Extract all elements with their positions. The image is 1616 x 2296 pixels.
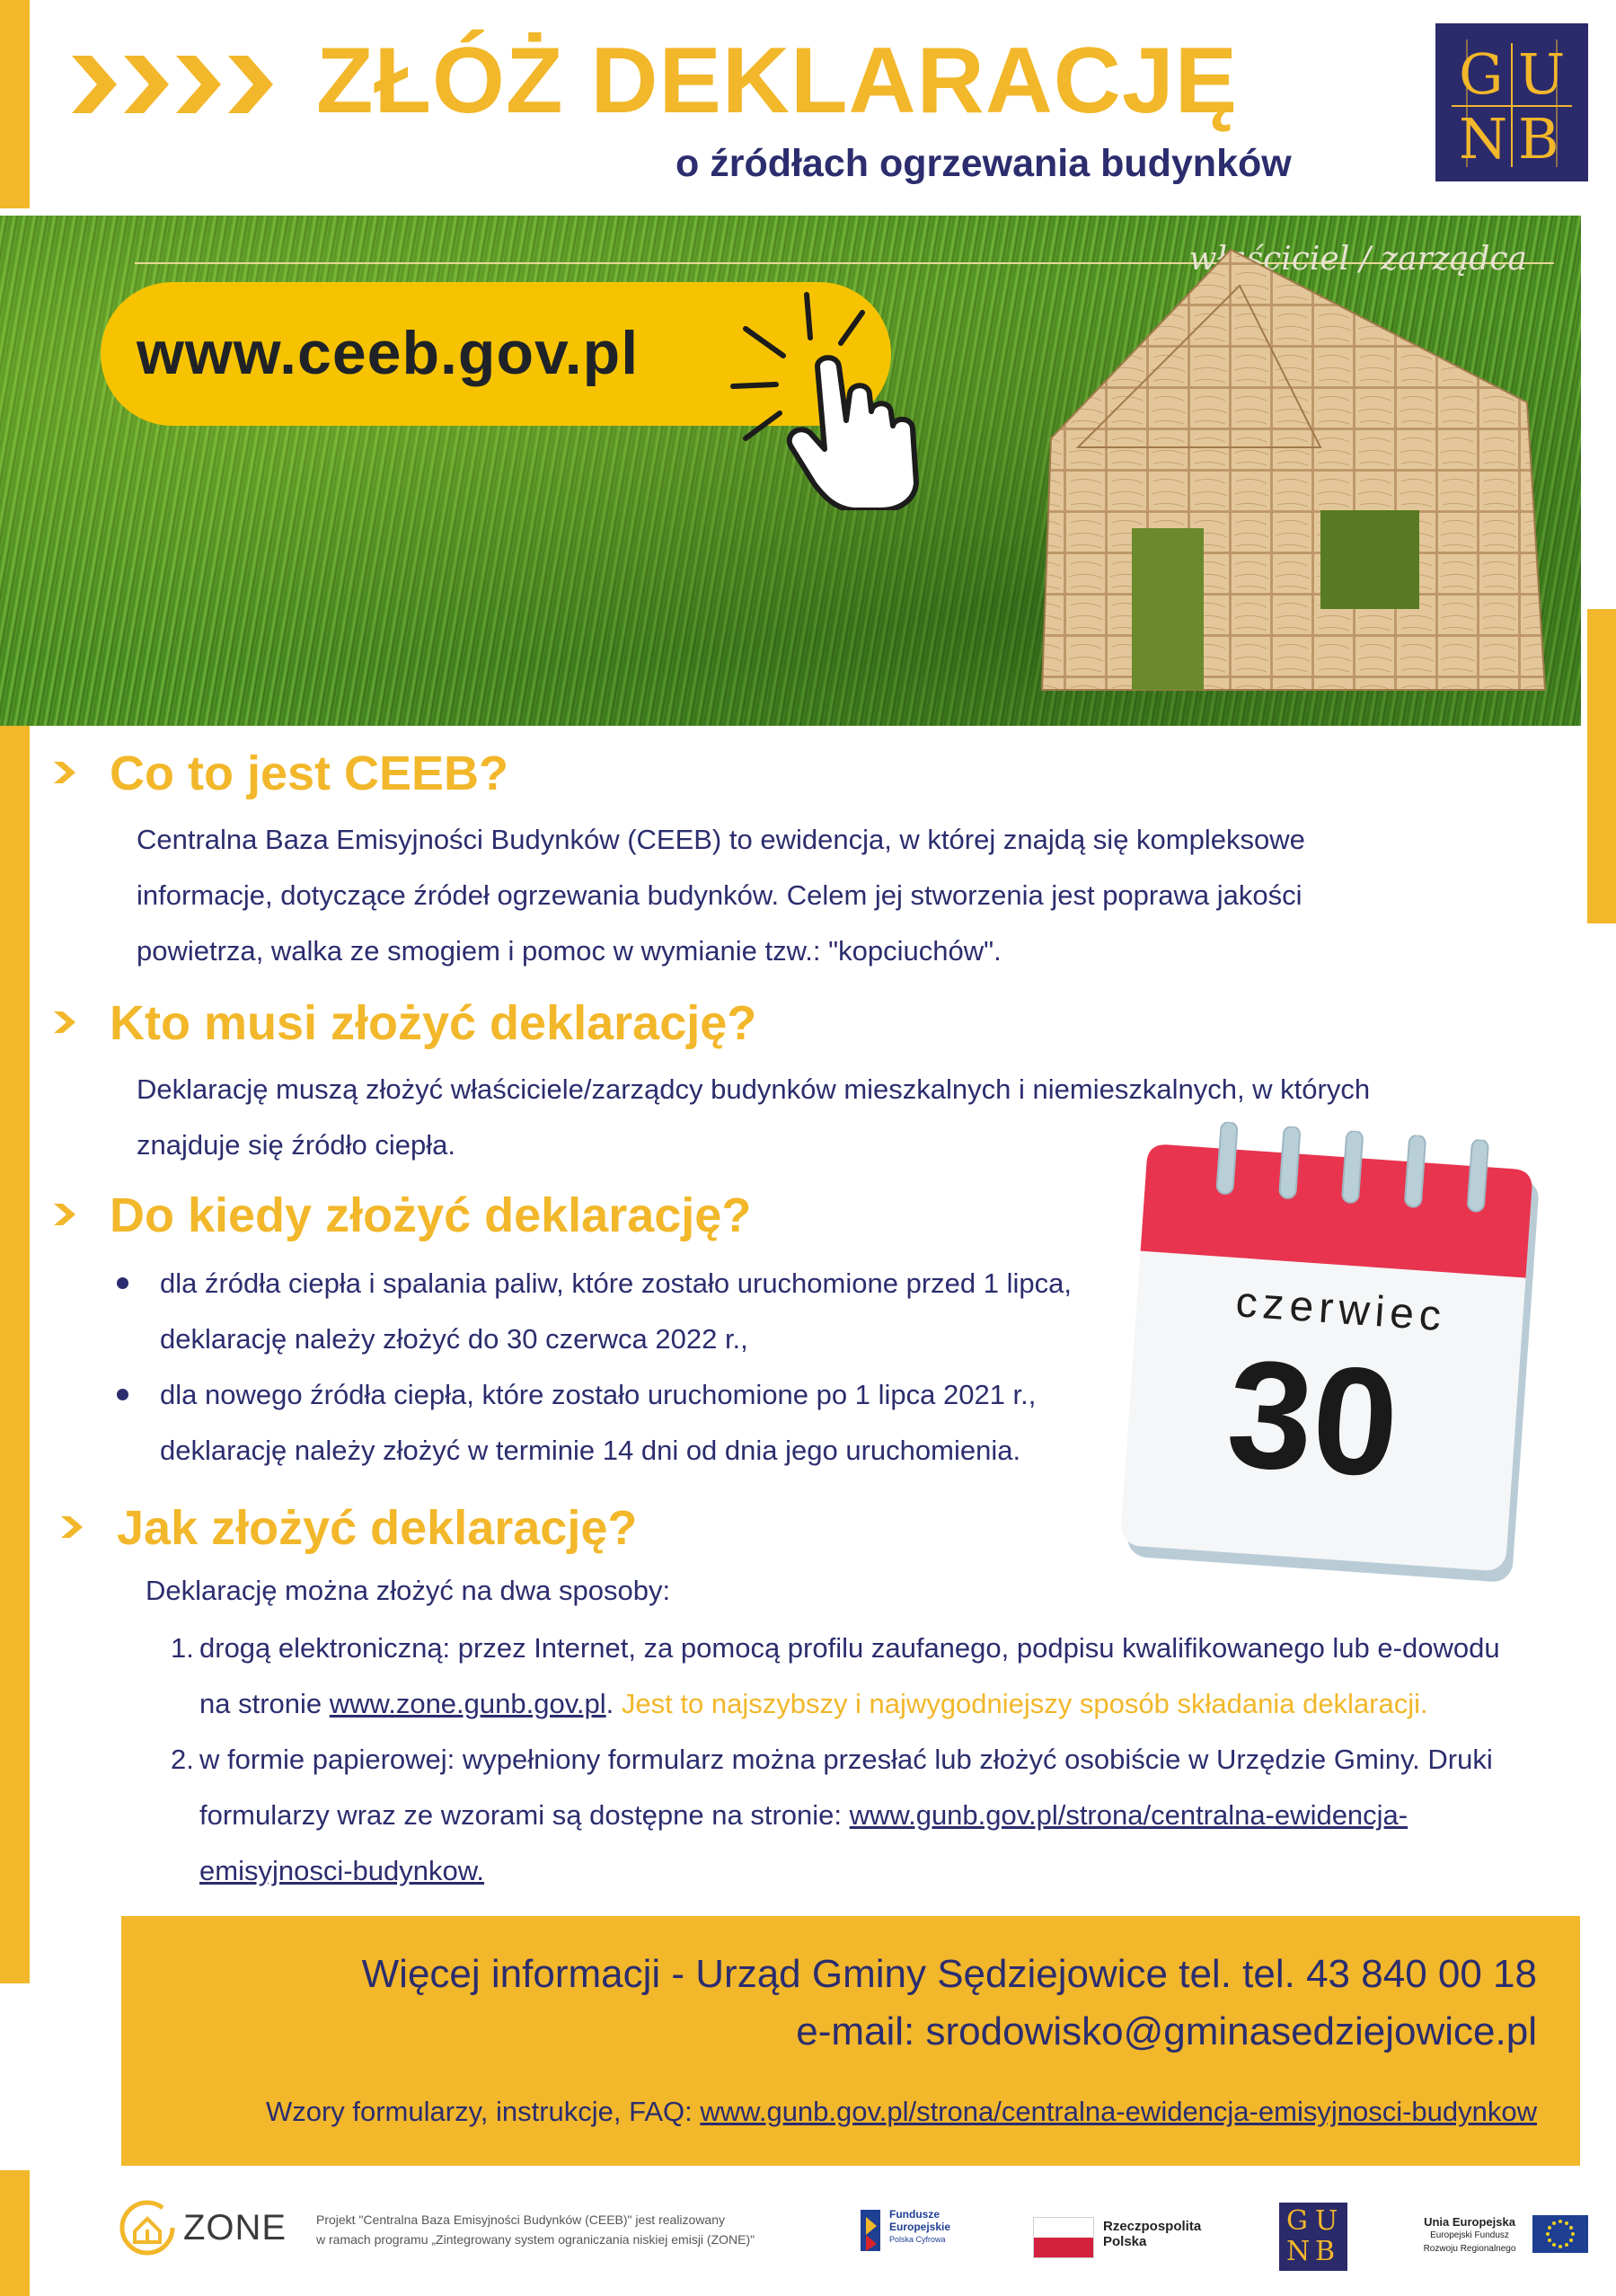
poland-flag-icon	[1033, 2217, 1094, 2258]
calendar-month: czerwiec	[1233, 1278, 1448, 1341]
pointer-click-icon	[728, 286, 970, 510]
footer-gunb-n: N	[1286, 2236, 1311, 2267]
gunb-logo	[1435, 23, 1588, 181]
gunb-letter-b: B	[1518, 106, 1559, 172]
what-line-3a: powietrza	[137, 935, 256, 967]
bullet-dot	[117, 1389, 128, 1400]
how-i2-line-2a: formularzy wraz ze wzorami są dostępne na stronie:	[199, 1799, 850, 1831]
heading-what-is-ceeb: Co to jest CEEB?	[110, 746, 509, 800]
ceeb-url-text[interactable]: www.ceeb.gov.pl	[137, 319, 640, 387]
heading-deadline: Do kiedy złożyć deklarację?	[110, 1188, 752, 1242]
left-accent-bar-mid	[0, 726, 30, 1983]
eu-flag-icon	[1532, 2215, 1588, 2253]
deadline-b2-line-1: dla nowego źródła ciepła, które zostało uruchomione po 1 lipca 2021 r.,	[160, 1379, 1037, 1410]
how-i2-line-3	[199, 1843, 1565, 1899]
owner-label: właściciel / zarządca	[1188, 241, 1527, 278]
how-i1-line-2	[199, 1676, 1565, 1732]
fundusze-europejskie-logo-icon	[857, 2208, 884, 2253]
left-accent-bar-top	[0, 0, 30, 208]
fe-line-2: Europejskie	[889, 2221, 951, 2233]
footer-gunb-b: B	[1315, 2236, 1336, 2267]
fastest-method-highlight: Jest to najszybszy i najwygodniejszy sposób składania deklaracji.	[621, 1688, 1428, 1719]
left-accent-bar-bottom	[0, 2170, 30, 2296]
how-i2-line-1: w formie papierowej: wypełniony formularz można przesłać lub złożyć osobiście w Urzędzie Gminy. Druki	[199, 1744, 1493, 1775]
heading-who-must: Kto musi złożyć deklarację?	[110, 996, 757, 1050]
fundusze-europejskie-label	[889, 2208, 950, 2246]
what-line-1: Centralna Baza Emisyjności Budynków (CEEB) to ewidencja, w której znajdą się kompleksowe	[137, 824, 1305, 855]
project-note-line-2: w ramach programu „Zintegrowany system ograniczania niskiej emisji (ZONE)"	[316, 2232, 755, 2247]
eu-line-3: Rozwoju Regionalnego	[1423, 2244, 1516, 2254]
deadline-b1-line-2: deklarację należy złożyć do 30 czerwca 2022 r.,	[160, 1323, 748, 1355]
fe-line-1: Fundusze	[889, 2208, 940, 2221]
contact-info-box	[121, 1916, 1580, 2166]
heading-how-to: Jak złożyć deklarację?	[117, 1501, 638, 1555]
gunb-letter-g: G	[1459, 41, 1504, 107]
footer-gunb-u: U	[1315, 2205, 1338, 2237]
how-item-2	[199, 1732, 1565, 1899]
deadline-bullet-1	[160, 1256, 1130, 1367]
chevrons-icon	[72, 56, 280, 113]
section-arrow-icon	[52, 1202, 77, 1227]
gunb-forms-link-part-1[interactable]: www.gunb.gov.pl/strona/centralna-ewidencja-	[849, 1799, 1408, 1831]
fe-line-3: Polska Cyfrowa	[889, 2235, 946, 2244]
deadline-b1-line-1: dla źródła ciepła i spalania paliw, które zostało uruchomione przed 1 lipca,	[160, 1267, 1072, 1299]
section-arrow-icon	[52, 760, 77, 785]
how-i2-line-2	[199, 1788, 1565, 1843]
gunb-letter-n: N	[1459, 106, 1508, 172]
forms-faq-link[interactable]: www.gunb.gov.pl/strona/centralna-ewidencja-emisyjnosci-budynkow	[700, 2096, 1537, 2127]
bullet-dot	[117, 1277, 128, 1289]
what-line-2a: informacje, dotyczące źródeł ogrzewania budynków. Celem jej stworzenia jest	[137, 879, 1103, 911]
how-item-2-number: 2.	[171, 1744, 194, 1775]
contact-phone-line: Więcej informacji - Urząd Gminy Sędziejowice tel. tel. 43 840 00 18	[361, 1952, 1537, 1996]
who-line-1: Deklarację muszą złożyć właściciele/zarządcy budynków mieszkalnych i niemieszkalnych, w których	[137, 1073, 1371, 1105]
wooden-house-illustration	[1024, 223, 1563, 726]
calendar-day: 30	[1222, 1328, 1404, 1510]
hero-banner	[0, 216, 1581, 726]
calendar-illustration	[1118, 1117, 1553, 1593]
zone-gunb-link[interactable]: www.zone.gunb.gov.pl	[329, 1688, 606, 1719]
rp-line-2: Polska	[1103, 2234, 1147, 2249]
how-i1-line-2b: .	[605, 1688, 622, 1719]
gunb-forms-link-part-2[interactable]: emisyjnosci-budynkow.	[199, 1855, 485, 1886]
section-arrow-icon	[52, 1010, 77, 1035]
zone-logo-text: ZONE	[183, 2208, 287, 2247]
footer-gunb-g: G	[1286, 2205, 1308, 2237]
forms-faq-line	[266, 2096, 1537, 2128]
who-line-2: znajduje się źródło ciepła.	[137, 1129, 455, 1161]
how-i1-line-1: drogą elektroniczną: przez Internet, za pomocą profilu zaufanego, podpisu kwalifikowanego lub e-dowodu	[199, 1632, 1500, 1664]
eu-fund-label	[1416, 2215, 1523, 2256]
rp-line-1: Rzeczpospolita	[1103, 2219, 1202, 2234]
forms-faq-label: Wzory formularzy, instrukcje, FAQ:	[265, 2096, 701, 2127]
page-subtitle: o źródłach ogrzewania budynków	[676, 142, 1292, 185]
how-item-1	[199, 1620, 1565, 1732]
what-line-2	[137, 868, 1484, 923]
zone-logo-icon	[119, 2199, 176, 2256]
how-i1-line-2a: na stronie	[199, 1688, 330, 1719]
how-intro: Deklarację można złożyć na dwa sposoby:	[146, 1575, 671, 1606]
rzeczpospolita-label	[1103, 2219, 1201, 2249]
deadline-b2-line-2: deklarację należy złożyć w terminie 14 dni od dnia jego uruchomienia.	[160, 1435, 1021, 1466]
what-line-3b: , walka ze smogiem i pomoc w wymianie tzw.: "kopciuchów".	[255, 935, 1002, 967]
eu-line-1: Unia Europejska	[1424, 2215, 1515, 2229]
right-accent-bar	[1587, 609, 1616, 923]
paragraph-what-is-ceeb	[137, 812, 1484, 979]
eu-line-2: Europejski Fundusz	[1430, 2230, 1509, 2240]
section-arrow-icon	[59, 1514, 84, 1540]
what-line-2b: poprawa jakości	[1102, 879, 1303, 911]
how-item-1-number: 1.	[171, 1632, 194, 1664]
contact-email-line[interactable]: e-mail: srodowisko@gminasedziejowice.pl	[796, 2009, 1537, 2053]
project-note-line-1: Projekt "Centralna Baza Emisyjności Budynków (CEEB)" jest realizowany	[316, 2212, 726, 2227]
gunb-footer-logo	[1279, 2203, 1347, 2271]
page-title: ZŁÓŻ DEKLARACJĘ	[316, 29, 1239, 133]
gunb-letter-u: U	[1518, 41, 1566, 107]
what-line-3	[137, 923, 1484, 979]
project-note	[316, 2210, 819, 2249]
deadline-bullet-2	[160, 1367, 1130, 1479]
